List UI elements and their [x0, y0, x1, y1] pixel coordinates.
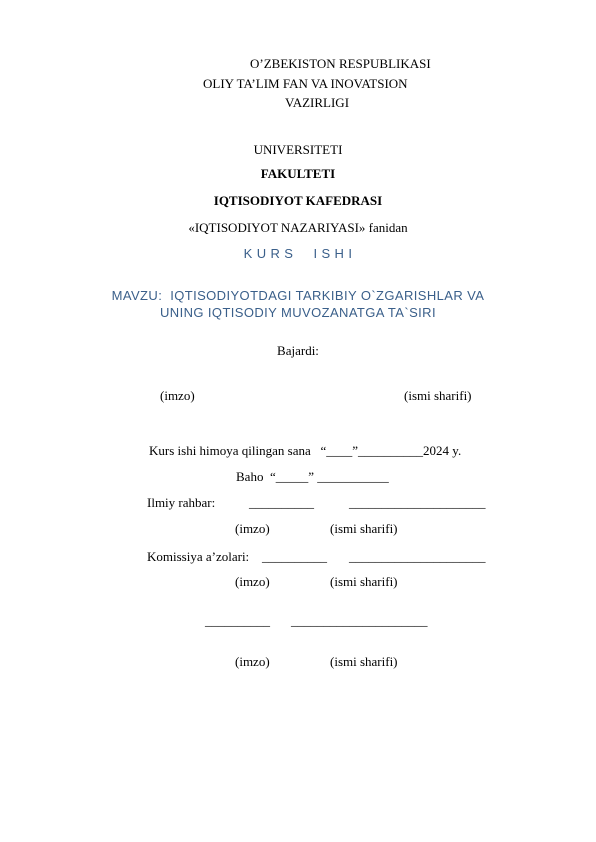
commission-name-blank: _____________________ — [349, 549, 486, 564]
defense-date-line: Kurs ishi himoya qilingan sana “____”__________2024 y. — [149, 443, 462, 458]
topic-line-1: MAVZU: IQTISODIYOTDAGI TARKIBIY O`ZGARISHLAR VA — [111, 288, 485, 303]
done-by-label: Bajardi: — [277, 343, 319, 358]
grade-line: Baho “_____” ___________ — [236, 469, 389, 484]
work-type: K U R S I S H I — [243, 246, 353, 261]
student-name-caption: (ismi sharifi) — [404, 388, 472, 403]
supervisor-name-blank: _____________________ — [349, 495, 486, 510]
commission-label: Komissiya a’zolari: — [147, 549, 250, 564]
subject-name: «IQTISODIYOT NAZARIYASI» fanidan — [188, 220, 408, 235]
country-title: O’ZBEKISTON RESPUBLIKASI — [250, 56, 431, 71]
faculty-name: FAKULTETI — [260, 166, 336, 181]
extra-sign-caption: (imzo) — [235, 654, 270, 669]
university-name: UNIVERSITETI — [253, 142, 343, 157]
commission-sign-blank: __________ — [262, 549, 327, 564]
extra-name-caption: (ismi sharifi) — [330, 654, 398, 669]
ministry-title-end: VAZIRLIGI — [285, 95, 350, 110]
topic-line-2: UNING IQTISODIY MUVOZANATGA TA`SIRI — [160, 305, 436, 320]
department-name: IQTISODIYOT KAFEDRASI — [213, 193, 383, 208]
extra-sign-blank: __________ — [205, 613, 270, 628]
supervisor-sign-caption: (imzo) — [235, 521, 270, 536]
commission-sign-caption: (imzo) — [235, 574, 270, 589]
commission-name-caption: (ismi sharifi) — [330, 574, 398, 589]
supervisor-sign-blank: __________ — [249, 495, 314, 510]
supervisor-label: Ilmiy rahbar: — [147, 495, 216, 510]
ministry-title: OLIY TA’LIM FAN VA INOVATSION — [203, 76, 408, 91]
student-sign-caption: (imzo) — [160, 388, 195, 403]
extra-name-blank: _____________________ — [291, 613, 428, 628]
supervisor-name-caption: (ismi sharifi) — [330, 521, 398, 536]
